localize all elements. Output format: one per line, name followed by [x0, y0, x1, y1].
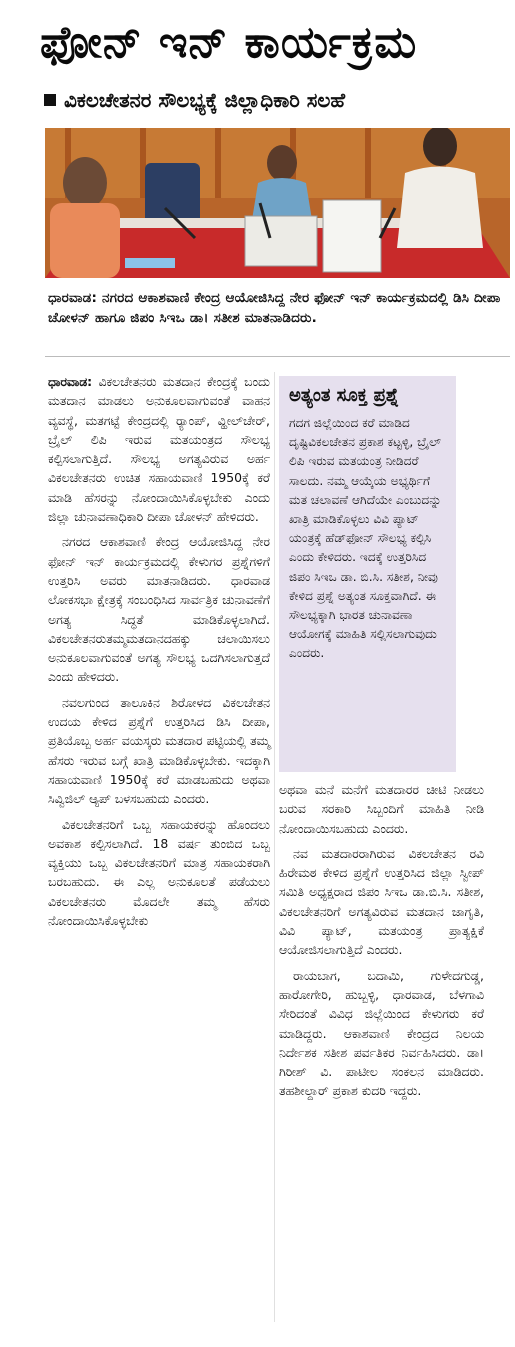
paragraph: ನವಲಗುಂದ ತಾಲೂಕಿನ ಶಿರೋಳದ ವಿಕಲಚೇತನ ಉದಯ ಕೇಳಿದ ಪ್ರಶ್ನೆಗೆ ಉತ್ತರಿಸಿದ ಡಿಸಿ ದೀಪಾ, ಪ್ರತಿಯೊಬ್ಬ ಅರ್ಹ ವಯಸ್ಕರು ಮತದಾರ ಪಟ್ಟಿಯಲ್ಲಿ ತಮ್ಮ ಹೆಸರು ಇರುವ ಬಗ್ಗೆ ಖಾತ್ರಿ ಮಾಡಿಕೊಳ್ಳಬೇಕು. ಇದಕ್ಕಾಗಿ ಸಹಾಯವಾಣಿ 1950ಕ್ಕೆ ಕರೆ ಮಾಡಬಹುದು ಅಥವಾ ಸಿವ್ವಿಜಿಲ್ ಆ್ಯಪ್ ಬಳಸಬಹುದು ಎಂದರು.: [48, 694, 270, 807]
left-column: [48, 372, 270, 936]
column-divider: [274, 372, 275, 1322]
sidebar-box: [279, 376, 456, 772]
dateline: ಧಾರವಾಡ:: [48, 374, 93, 389]
news-photo: [45, 128, 510, 278]
divider: [45, 356, 510, 357]
sidebar-title: ಅತ್ಯಂತ ಸೂಕ್ತ ಪ್ರಶ್ನೆ: [289, 385, 399, 406]
subheadline-text: ವಿಕಲಚೇತನರ ಸೌಲಭ್ಯಕ್ಕೆ ಜಿಲ್ಲಾಧಿಕಾರಿ ಸಲಹೆ: [64, 88, 346, 112]
paragraph-text: ವಿಕಲಚೇತನರು ಮತದಾನ ಕೇಂದ್ರಕ್ಕೆ ಬಂದು ಮತದಾನ ಮಾಡಲು ಅನುಕೂಲವಾಗುವಂತೆ ವಾಹನ ವ್ಯವಸ್ಥೆ, ಮತಗಟ್ಟೆ ಕೇಂದ್ರದಲ್ಲಿ ರ್‍ಯಾಂಪ್, ವ್ಹೀಲ್‌ಚೇರ್, ಬ್ರೈಲ್ ಲಿಪಿ ಇರುವ ಮತಯಂತ್ರದ ಸೌಲಭ್ಯ ಕಲ್ಪಿಸಲಾಗುತ್ತಿದೆ. ಸೌಲಭ್ಯ ಅಗತ್ಯವಿರುವ ಅರ್ಹ ವಿಕಲಚೇತನರು ಉಚಿತ ಸಹಾಯವಾಣಿ 1950ಕ್ಕೆ ಕರೆ ಮಾಡಿ ಹೆಸರನ್ನು ನೋಂದಾಯಿಸಿಕೊಳ್ಳಬೇಕು ಎಂದು ಜಿಲ್ಲಾ ಚುನಾವಣಾಧಿಕಾರಿ ದೀಪಾ ಚೋಳನ್ ಹೇಳಿದರು.: [48, 374, 270, 525]
headline: ಫೋನ್ ಇನ್ ಕಾರ್ಯಕ್ರಮ: [40, 17, 418, 68]
paragraph: ನಗರದ ಆಕಾಶವಾಣಿ ಕೇಂದ್ರ ಆಯೋಜಿಸಿದ್ದ ನೇರ ಫೋನ್ ಇನ್ ಕಾರ್ಯಕ್ರಮದಲ್ಲಿ ಕೇಳುಗರ ಪ್ರಶ್ನೆಗಳಿಗೆ ಉತ್ತರಿಸಿ ಅವರು ಮಾತನಾಡಿದರು. ಧಾರವಾಡ ಲೋಕಸಭಾ ಕ್ಷೇತ್ರಕ್ಕೆ ಸಂಬಂಧಿಸಿದ ಸಾರ್ವತ್ರಿಕ ಚುನಾವಣೆಗೆ ಅಗತ್ಯ ಸಿದ್ಧತೆ ಮಾಡಿಕೊಳ್ಳಲಾಗಿದೆ. ವಿಕಲಚೇತನರುತಮ್ಮಮತದಾನದಹಕ್ಕು ಚಲಾಯಿಸಲು ಅನುಕೂಲವಾಗುವಂತೆ ಅಗತ್ಯ ಸೌಲಭ್ಯ ಒದಗಿಸಲಾಗುತ್ತದೆ ಎಂದು ಹೇಳಿದರು.: [48, 534, 270, 685]
bullet-square-icon: [44, 94, 56, 106]
paragraph: ಅಥವಾ ಮನೆ ಮನೆಗೆ ಮತದಾರರ ಚೀಟಿ ನೀಡಲು ಬರುವ ಸರಕಾರಿ ಸಿಬ್ಬಂದಿಗೆ ಮಾಹಿತಿ ನೀಡಿ ನೋಂದಾಯಿಸಬಹುದು ಎಂದರು.: [279, 782, 484, 836]
sidebar-text: ಗದಗ ಜಿಲ್ಲೆಯಿಂದ ಕರೆ ಮಾಡಿದ ದೃಷ್ಟಿವಿಕಲಚೇತನ ಪ್ರಕಾಶ ಕಟ್ಟಳ್ಳಿ, ಬ್ರೈಲ್ ಲಿಪಿ ಇರುವ ಮತಯಂತ್ರ ನೀಡಿದರೆ ಸಾಲದು. ನಮ್ಮ ಆಯ್ಕೆಯ ಅಭ್ಯರ್ಥಿಗೆ ಮತ ಚಲಾವಣೆ ಆಗಿದೆಯೇ ಎಂಬುದನ್ನು ಖಾತ್ರಿ ಮಾಡಿಕೊಳ್ಳಲು ವಿವಿ ಪ್ಯಾಟ್ ಯಂತ್ರಕ್ಕೆ ಹೆಡ್‌ಫೋನ್ ಸೌಲಭ್ಯ ಕಲ್ಪಿಸಿ ಎಂದು ಕೇಳಿದರು. ಇದಕ್ಕೆ ಉತ್ತರಿಸಿದ ಜಿಪಂ ಸಿಇಒ ಡಾ. ಬಿ.ಸಿ. ಸತೀಶ, ನೀವು ಕೇಳಿದ ಪ್ರಶ್ನೆ ಅತ್ಯಂತ ಸೂಕ್ತವಾಗಿದೆ. ಈ ಸೌಲಭ್ಯಕ್ಕಾಗಿ ಭಾರತ ಚುನಾವಣಾ ಆಯೋಗಕ್ಕೆ ಮಾಹಿತಿ ಸಲ್ಲಿಸಲಾಗುವುದು ಎಂದರು.: [289, 416, 442, 661]
subheadline: [44, 86, 514, 114]
paragraph: ರಾಯಬಾಗ, ಬದಾಮಿ, ಗುಳೇದಗುಡ್ಡ, ಹಾರೋಗೇರಿ, ಹುಬ್ಬಳ್ಳಿ, ಧಾರವಾಡ, ಬೆಳಗಾವಿ ಸೇರಿದಂತೆ ವಿವಿಧ ಜಿಲ್ಲೆಯಿಂದ ಕೇಳುಗರು ಕರೆ ಮಾಡಿದ್ದರು. ಆಕಾಶವಾಣಿ ಕೇಂದ್ರದ ನಿಲಯ ನಿರ್ದೇಶಕ ಸತೀಶ ಪರ್ವತಿಕರ ನಿರ್ವಹಿಸಿದರು. ಡಾ। ಗಿರೀಶ್ ವಿ. ಪಾಟೀಲ ಸಂಕಲನ ಮಾಡಿದರು. ತಹಶೀಲ್ದಾರ್ ಪ್ರಕಾಶ ಕುದರಿ ಇದ್ದರು.: [279, 967, 484, 1099]
right-column: [279, 780, 484, 1107]
paragraph: ನವ ಮತದಾರರಾಗಿರುವ ವಿಕಲಚೇತನ ರವಿ ಹಿರೇಮಠ ಕೇಳಿದ ಪ್ರಶ್ನೆಗೆ ಉತ್ತರಿಸಿದ ಜಿಲ್ಲಾ ಸ್ವೀಪ್ ಸಮಿತಿ ಅಧ್ಯಕ್ಷರಾದ ಜಿಪಂ ಸಿಇಒ ಡಾ.ಬಿ.ಸಿ. ಸತೀಶ, ವಿಕಲಚೇತನರಿಗೆ ಅಗತ್ಯವಿರುವ ಮತದಾನ ಜಾಗೃತಿ, ವಿವಿ ಪ್ಯಾಟ್, ಮತಯಂತ್ರ ಪ್ರಾತ್ಯಕ್ಷಿಕೆ ಆಯೋಜಿಸಲಾಗುತ್ತಿದೆ ಎಂದರು.: [279, 845, 484, 958]
paragraph: [48, 372, 270, 526]
paragraph: ವಿಕಲಚೇತನರಿಗೆ ಒಬ್ಬ ಸಹಾಯಕರನ್ನು ಹೊಂದಲು ಅವಕಾಶ ಕಲ್ಪಿಸಲಾಗಿದೆ. 18 ವರ್ಷ ತುಂಬಿದ ಒಬ್ಬ ವ್ಯಕ್ತಿಯು ಒಬ್ಬ ವಿಕಲಚೇತನರಿಗೆ ಮಾತ್ರ ಸಹಾಯಕರಾಗಿ ಬರಬಹುದು. ಈ ಎಲ್ಲ ಅನುಕೂಲತೆ ಪಡೆಯಲು ವಿಕಲಚೇತನರು ಮೊದಲೇ ತಮ್ಮ ಹೆಸರು ನೋಂದಾಯಿಸಿಕೊಳ್ಳಬೇಕು: [48, 816, 270, 929]
photo-caption: ಧಾರವಾಡ: ನಗರದ ಆಕಾಶವಾಣಿ ಕೇಂದ್ರ ಆಯೋಜಿಸಿದ್ದ ನೇರ ಫೋನ್ ಇನ್ ಕಾರ್ಯಕ್ರಮದಲ್ಲಿ ಡಿಸಿ ದೀಪಾ ಚೋಳನ್ ಹಾಗೂ ಜಿಪಂ ಸಿಇಒ ಡಾ। ಸತೀಶ ಮಾತನಾಡಿದರು.: [48, 290, 501, 326]
